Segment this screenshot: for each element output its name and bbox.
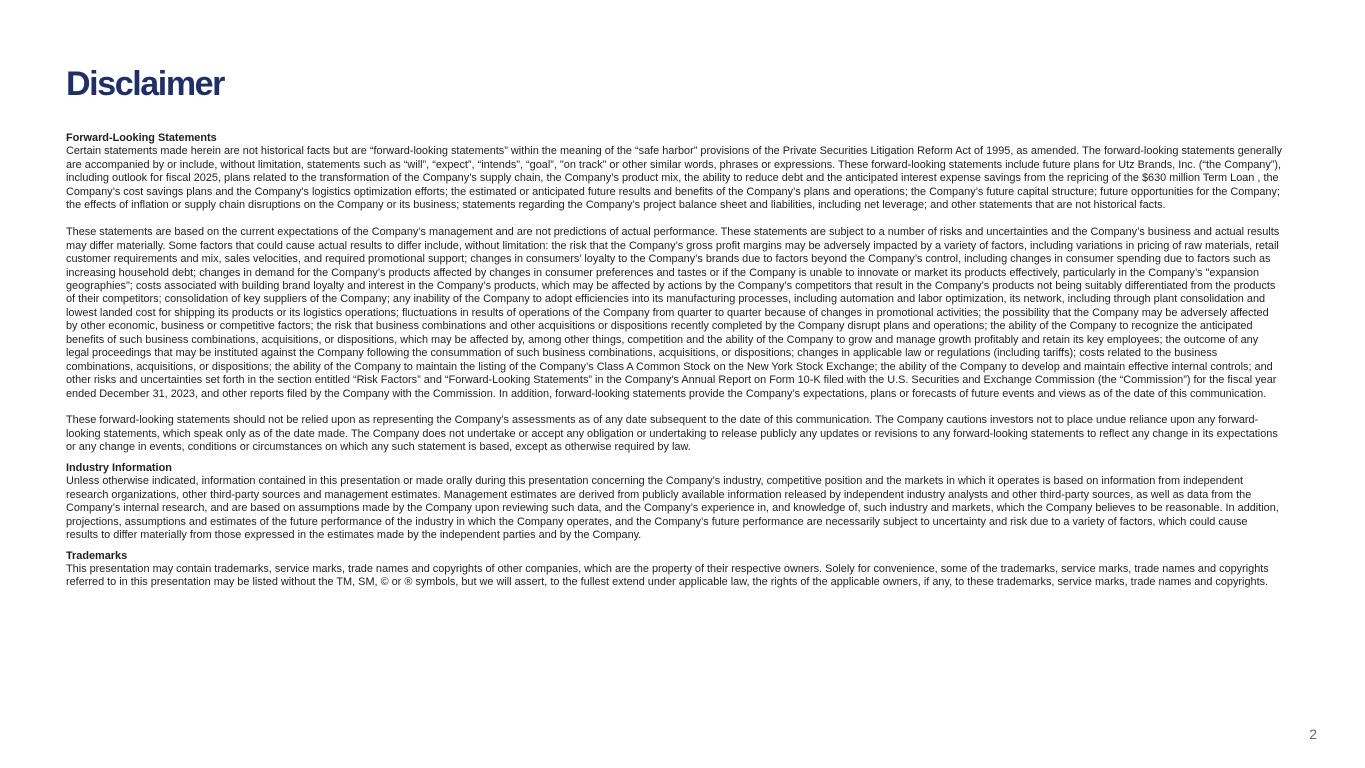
forward-looking-paragraph-2: These statements are based on the current expectations of the Company’s management and are not predictions of actual performance. These statements are subject to a number of risks and uncertainties and the Company’s business and actual results may differ materially. Some factors that could cause actual results to differ include, without limitation: the risk that the Company’s gross profit margins may be adversely impacted by a variety of factors, including variations in pricing of raw materials, retail customer requirements and mix, sales velocities, and required promotional support; changes in consumers’ loyalty to the Company’s brands due to factors beyond the Company’s control, including changes in consumer spending due to factors such as increasing household debt; changes in demand for the Company’s products affected by changes in consumer preferences and tastes or if the Company is unable to innovate or market its products effectively, particularly in the Company’s "expansion geographies"; costs associated with building brand loyalty and interest in the Company’s products, which may be affected by actions by the Company’s competitors that result in the Company’s products not being suitably differentiated from the products of their competitors; consolidation of key suppliers of the Company; any inability of the Company to adopt efficiencies into its manufacturing processes, including automation and labor optimization, its network, including through plant consolidation and lowest landed cost for shipping its products or its logistics operations; fluctuations in results of operations of the Company from quarter to quarter because of changes in promotional activities; the possibility that the Company may be adversely affected by other economic, business or competitive factors; the risk that business combinations and other acquisitions or dispositions recently completed by the Company disrupt plans and operations; the ability of the Company to recognize the anticipated benefits of such business combinations, acquisitions, or dispositions, which may be affected by, among other things, competition and the ability of the Company to grow and manage growth profitably and retain its key employees; the outcome of any legal proceedings that may be instituted against the Company following the consummation of such business combinations, acquisitions, or dispositions; changes in applicable law or regulations (including tariffs); costs related to the business combinations, acquisitions, or dispositions; the ability of the Company to maintain the listing of the Company’s Class A Common Stock on the New York Stock Exchange; the ability of the Company to develop and maintain effective internal controls; and other risks and uncertainties set forth in the section entitled “Risk Factors” and “Forward-Looking Statements” in the Company’s Annual Report on Form 10-K filed with the U.S. Securities and Exchange Commission (the “Commission”) for the fiscal year ended December 31, 2023, and other reports filed by the Company with the Commission. In addition, forward-looking statements provide the Company’s expectations, plans or forecasts of future events and views as of the date of this communication. [66,226,1280,400]
trademarks-paragraph: This presentation may contain trademarks, service marks, trade names and copyrights of other companies, which are the property of their respective owners. Solely for convenience, some of the trademarks, service marks, trade names and copyrights referred to in this presentation may be listed without the TM, SM, © or ® symbols, but we will assert, to the fullest extend under applicable law, the rights of the applicable owners, if any, to these trademarks, service marks, trade names and copyrights. [66,563,1269,589]
section-spacer [66,543,1282,550]
trademarks-heading: Trademarks [66,549,128,562]
trademarks-section [66,550,1282,590]
forward-looking-heading: Forward-Looking Statements [66,132,217,144]
industry-information-section [66,462,1282,543]
page-number: 2 [1309,726,1317,742]
section-spacer [66,455,1282,462]
disclaimer-content [66,132,1282,590]
industry-information-paragraph: Unless otherwise indicated, information contained in this presentation or made orally during this presentation concerning the Company’s industry, competitive position and the markets in which it operates is based on information from independent research organizations, other third-party sources and management estimates. Management estimates are derived from publicly available information released by independent industry analysts and other third-party sources, as well as data from the Company’s internal research, and are based on assumptions made by the Company upon reviewing such data, and the Company’s experience in, and knowledge of, such industry and markets, which the Company believes to be reasonable. In addition, projections, assumptions and estimates of the future performance of the industry in which the Company operates, and the Company’s future performance are necessarily subject to uncertainty and risk due to a variety of factors, which could cause results to differ materially from those expressed in the estimates made by the independent parties and by the Company. [66,475,1279,542]
forward-looking-section [66,132,1282,455]
forward-looking-paragraph-1: Certain statements made herein are not historical facts but are “forward-looking statements” within the meaning of the “safe harbor” provisions of the Private Securities Litigation Reform Act of 1995, as amended. The forward-looking statements generally are accompanied by or include, without limitation, statements such as “will”, “expect”, “intends”, “goal”, "on track" or other similar words, phrases or expressions. These forward-looking statements include future plans for Utz Brands, Inc. (“the Company”), including outlook for fiscal 2025, plans related to the transformation of the Company’s supply chain, the Company’s product mix, the ability to reduce debt and the anticipated interest expense savings from the repricing of the $630 million Term Loan , the Company’s cost savings plans and the Company’s logistics optimization efforts; the estimated or anticipated future results and benefits of the Company’s plans and operations; the Company’s future capital structure; future opportunities for the Company; the effects of inflation or supply chain disruptions on the Company or its business; statements regarding the Company’s project balance sheet and liabilities, including net leverage; and other statements that are not historical facts. [66,145,1282,212]
paragraph-spacer [66,213,1282,226]
forward-looking-paragraph-3: These forward-looking statements should not be relied upon as representing the Company’s assessments as of any date subsequent to the date of this communication. The Company cautions investors not to place undue reliance upon any forward-looking statements, which speak only as of the date made. The Company does not undertake or accept any obligation or undertaking to release publicly any updates or revisions to any forward-looking statements to reflect any change in its expectations or any change in events, conditions or circumstances on which any such statement is based, except as otherwise required by law. [66,414,1278,454]
paragraph-spacer [66,401,1282,414]
industry-information-heading: Industry Information [66,461,172,474]
page-title: Disclaimer [66,65,224,103]
